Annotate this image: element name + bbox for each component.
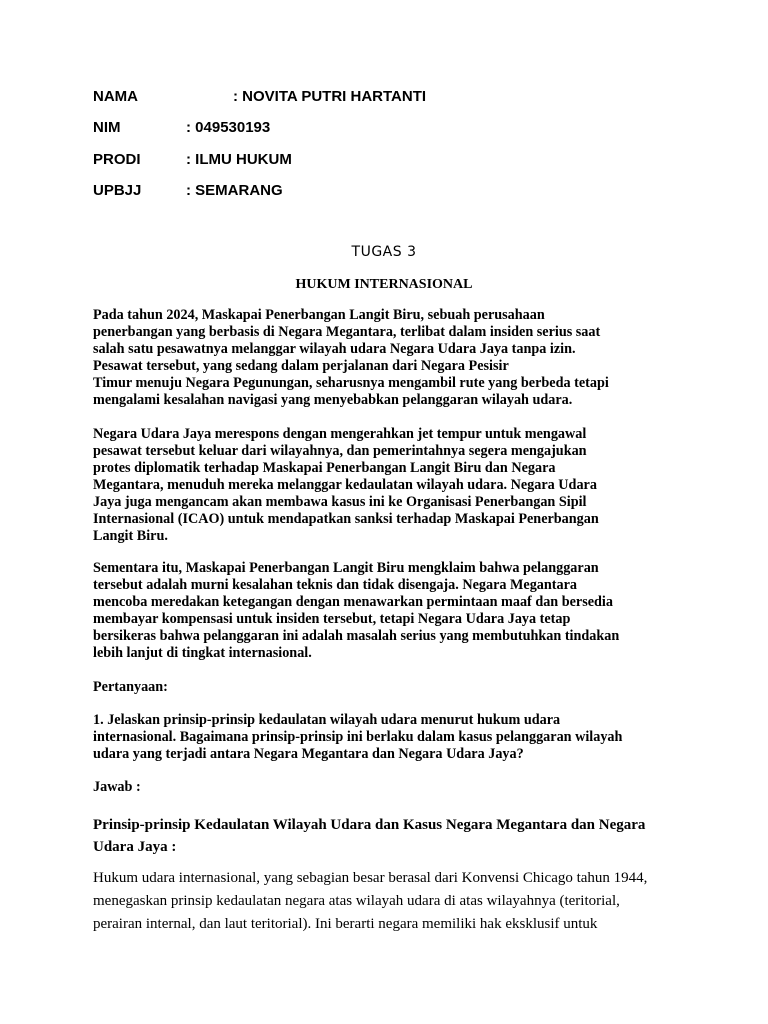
- prodi-label: PRODI: [93, 151, 141, 168]
- case-paragraph-2: [93, 426, 678, 545]
- assignment-title: TUGAS 3: [351, 244, 417, 260]
- identity-nim-row: [93, 119, 271, 136]
- text-line: Negara Udara Jaya merespons dengan mengerahkan jet tempur untuk mengawal: [93, 426, 587, 442]
- text-line: mengalami kesalahan navigasi yang menyebabkan pelanggaran wilayah udara.: [93, 392, 573, 408]
- identity-nama-row: [93, 88, 427, 105]
- text-line: Pertanyaan:: [93, 679, 168, 695]
- text-line: Udara Jaya :: [93, 839, 177, 855]
- text-line: internasional. Bagaimana prinsip-prinsip ini berlaku dalam kasus pelanggaran wilayah: [93, 729, 623, 745]
- text-line: Megantara, menuduh mereka melanggar kedaulatan wilayah udara. Negara Udara: [93, 477, 597, 493]
- answer-heading: [93, 814, 678, 858]
- prodi-value: : ILMU HUKUM: [186, 151, 292, 168]
- text-line: Jawab :: [93, 779, 141, 795]
- nama-label: NAMA: [93, 88, 138, 105]
- text-line: menegaskan prinsip kedaulatan negara atas wilayah udara di atas wilayahnya (teritorial,: [93, 893, 620, 909]
- text-line: lebih lanjut di tingkat internasional.: [93, 645, 312, 661]
- nim-value: : 049530193: [186, 119, 271, 136]
- text-line: Langit Biru.: [93, 528, 168, 544]
- text-line: membayar kompensasi untuk insiden tersebut, tetapi Negara Udara Jaya tetap: [93, 611, 571, 627]
- text-line: protes diplomatik terhadap Maskapai Penerbangan Langit Biru dan Negara: [93, 460, 556, 476]
- text-line: Jaya juga mengancam akan membawa kasus ini ke Organisasi Penerbangan Sipil: [93, 494, 587, 510]
- text-line: penerbangan yang berbasis di Negara Megantara, terlibat dalam insiden serius saat: [93, 324, 601, 340]
- upbjj-value: : SEMARANG: [186, 182, 283, 199]
- text-line: udara yang terjadi antara Negara Megantara dan Negara Udara Jaya?: [93, 746, 524, 762]
- identity-upbjj-row: [93, 182, 283, 199]
- question-1: [93, 712, 678, 763]
- upbjj-label: UPBJJ: [93, 182, 142, 199]
- text-line: pesawat tersebut keluar dari wilayahnya, dan pemerintahnya segera mengajukan: [93, 443, 587, 459]
- answer-label: [93, 779, 678, 796]
- text-line: salah satu pesawatnya melanggar wilayah udara Negara Udara Jaya tanpa izin.: [93, 341, 576, 357]
- text-line: Pesawat tersebut, yang sedang dalam perjalanan dari Negara Pesisir: [93, 358, 509, 374]
- nim-label: NIM: [93, 119, 121, 136]
- case-paragraph-1: [93, 307, 678, 409]
- text-line: perairan internal, dan laut teritorial). Ini berarti negara memiliki hak eksklusif untuk: [93, 916, 598, 932]
- answer-body: [93, 867, 678, 936]
- text-line: Prinsip-prinsip Kedaulatan Wilayah Udara dan Kasus Negara Megantara dan Negara: [93, 817, 646, 833]
- case-paragraph-3: [93, 560, 678, 662]
- identity-prodi-row: [93, 151, 292, 168]
- text-line: Hukum udara internasional, yang sebagian besar berasal dari Konvensi Chicago tahun 1944,: [93, 870, 648, 886]
- text-line: bersikeras bahwa pelanggaran ini adalah masalah serius yang membutuhkan tindakan: [93, 628, 620, 644]
- text-line: Timur menuju Negara Pegunungan, seharusnya mengambil rute yang berbeda tetapi: [93, 375, 609, 391]
- course-title: HUKUM INTERNASIONAL: [295, 277, 473, 292]
- text-line: Sementara itu, Maskapai Penerbangan Langit Biru mengklaim bahwa pelanggaran: [93, 560, 599, 576]
- questions-heading: [93, 679, 678, 696]
- nama-value: : NOVITA PUTRI HARTANTI: [233, 88, 427, 105]
- text-line: mencoba meredakan ketegangan dengan menawarkan permintaan maaf dan bersedia: [93, 594, 613, 610]
- text-line: 1. Jelaskan prinsip-prinsip kedaulatan wilayah udara menurut hukum udara: [93, 712, 561, 728]
- text-line: tersebut adalah murni kesalahan teknis dan tidak disengaja. Negara Megantara: [93, 577, 577, 593]
- text-line: Internasional (ICAO) untuk mendapatkan sanksi terhadap Maskapai Penerbangan: [93, 511, 599, 527]
- text-line: Pada tahun 2024, Maskapai Penerbangan Langit Biru, sebuah perusahaan: [93, 307, 545, 323]
